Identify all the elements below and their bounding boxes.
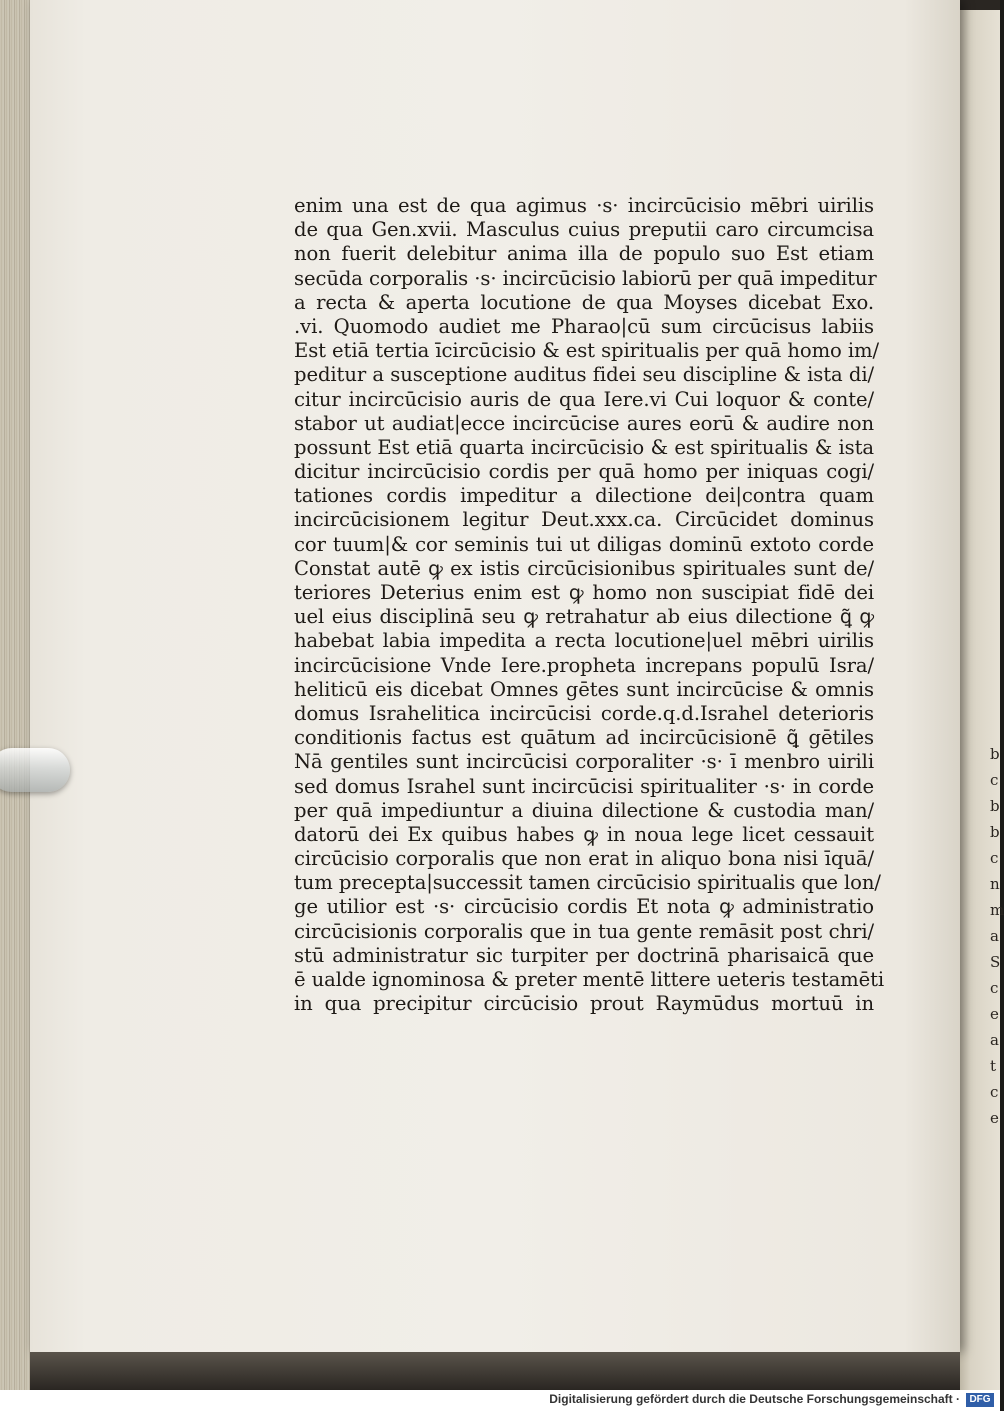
adjacent-page-char: c <box>990 979 999 997</box>
text-line: Est etiā tertia īcircūcisio & est spiritualis per quā homo im/ <box>294 339 880 363</box>
adjacent-page-char: S <box>990 953 1001 971</box>
adjacent-page-char: c <box>990 1083 999 1101</box>
text-line: circūcisionis corporalis que in tua gente remāsit post chri/ <box>294 919 874 943</box>
text-line: heliticū eis dicebat Omnes gētes sunt incircūcise & omnis <box>294 677 874 701</box>
text-line: circūcisio corporalis que non erat in aliquo bona nisi īquā/ <box>294 847 874 871</box>
text-line: tum precepta|successit tamen circūcisio spiritualis que lon/ <box>294 871 881 895</box>
text-line: Constat autē ꝙ ex istis circūcisionibus spirituales sunt de/ <box>294 556 874 580</box>
text-line: uel eius disciplinā seu ꝙ retrahatur ab eius dilectione ꝗ̃ ꝙ <box>294 605 874 629</box>
text-line: habebat labia impedita a recta locutione|uel mēbri uirilis <box>294 629 874 653</box>
text-line: dicitur incircūcisio cordis per quā homo per iniquas cogi/ <box>294 460 874 484</box>
adjacent-page-char: b <box>990 823 1000 841</box>
glass-clip <box>0 748 70 792</box>
text-line: a recta & aperta locutione de qua Moyses dicebat Exo. <box>294 290 874 314</box>
text-line: peditur a susceptione auditus fidei seu discipline & ista di/ <box>294 363 874 387</box>
text-line: ge utilior est ·s· circūcisio cordis Et nota ꝙ administratio <box>294 895 874 919</box>
adjacent-page-char: e <box>990 1005 999 1023</box>
adjacent-page-char: n <box>990 875 1000 893</box>
text-line: teriores Deterius enim est ꝙ homo non suscipiat fidē dei <box>294 581 874 604</box>
text-line: in qua precipitur circūcisio prout Raymūdus mortuū in <box>294 992 874 1016</box>
text-line: stabor ut audiat|ecce incircūcise aures eorū & audire non <box>294 411 874 435</box>
text-line: .vi. Quomodo audiet me Pharao|cū sum circūcisus labiis <box>294 314 874 338</box>
text-line: sed domus Israhel sunt incircūcisi spiritualiter ·s· in corde <box>294 774 874 798</box>
text-line: Nā gentiles sunt incircūcisi corporaliter ·s· ī menbro uirili <box>294 750 874 774</box>
adjacent-page-char: a <box>990 1031 999 1049</box>
adjacent-page-char: c <box>990 849 999 867</box>
text-line: datorū dei Ex quibus habes ꝙ in noua lege licet cessauit <box>294 822 874 846</box>
adjacent-page-char: b <box>990 745 1000 763</box>
text-line: possunt Est etiā quarta incircūcisio & est spiritualis & ista <box>294 435 874 459</box>
adjacent-page-char: e <box>990 1109 999 1127</box>
text-line: conditionis factus est quātum ad incircūcisionē ꝗ̃ gētiles <box>294 726 874 750</box>
text-line: incircūcisionem legitur Deut.xxx.ca. Circūcidet dominus <box>294 508 874 532</box>
text-line: per quā impediuntur a diuina dilectione & custodia man/ <box>294 798 874 822</box>
footer-credit: Digitalisierung gefördert durch die Deutsche Forschungsgemeinschaft · <box>549 1392 960 1406</box>
text-column <box>294 194 885 1016</box>
text-line: incircūcisione Vnde Iere.propheta increpans populū Isra/ <box>294 653 874 677</box>
adjacent-page-char: c <box>990 771 999 789</box>
dfg-logo: DFG <box>966 1393 994 1407</box>
footer-bar <box>0 1390 1000 1411</box>
adjacent-page-char: t <box>990 1057 997 1075</box>
adjacent-page <box>958 10 1000 1390</box>
adjacent-page-char: m <box>990 901 1004 919</box>
text-line: citur incircūcisio auris de qua Iere.vi Cui loquor & conte/ <box>294 387 874 411</box>
text-line: tationes cordis impeditur a dilectione dei|contra quam <box>294 484 874 508</box>
adjacent-page-char: b <box>990 797 1000 815</box>
text-line: non fuerit delebitur anima illa de populo suo Est etiam <box>294 242 874 266</box>
text-line: stū administratur sic turpiter per doctrinā pharisaicā que <box>294 943 874 967</box>
text-line: enim una est de qua agimus ·s· incircūcisio mēbri uirilis <box>294 194 874 217</box>
text-line: de qua Gen.xvii. Masculus cuius preputii caro circumcisa <box>294 218 874 242</box>
page-shadow <box>30 1352 960 1390</box>
text-line: cor tuum|& cor seminis tui ut diligas dominū extoto corde <box>294 532 874 556</box>
adjacent-page-char: a <box>990 927 999 945</box>
text-line: ē ualde ignominosa & preter mentē littere ueteris testamēti <box>294 968 885 991</box>
text-line: domus Israhelitica incircūcisi corde.q.d.Israhel deterioris <box>294 701 874 725</box>
text-line: secūda corporalis ·s· incircūcisio labiorū per quā impeditur <box>294 266 877 290</box>
